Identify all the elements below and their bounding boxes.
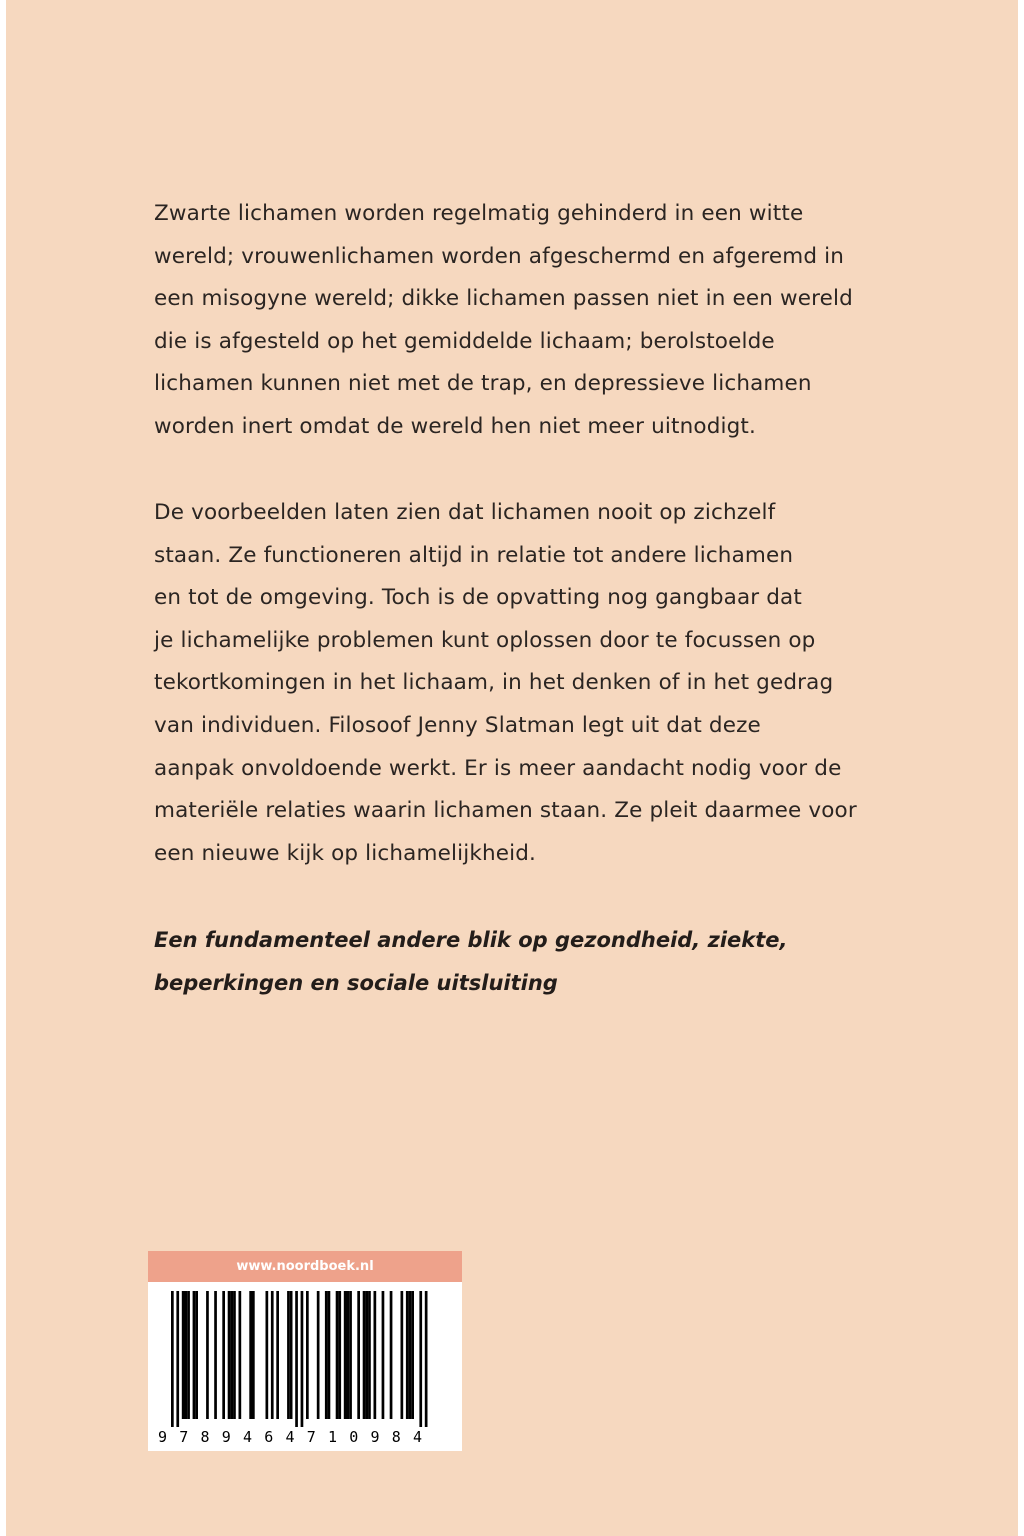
barcode-bar <box>401 1291 404 1419</box>
barcode-bar <box>390 1291 393 1419</box>
blurb-paragraph-2 <box>154 492 894 875</box>
barcode-bar <box>363 1291 366 1419</box>
barcode-bar <box>287 1291 290 1419</box>
tagline <box>154 919 894 1004</box>
blurb-line: lichamen kunnen niet met de trap, en depressieve lichamen <box>154 371 812 397</box>
barcode-bar <box>374 1291 377 1419</box>
blurb-line: worden inert omdat de wereld hen niet meer uitnodigt. <box>154 413 756 439</box>
barcode-bar <box>425 1291 428 1427</box>
barcode-bar <box>233 1291 236 1419</box>
barcode-bar <box>406 1291 409 1419</box>
barcode-bar <box>239 1291 242 1419</box>
blurb-line: staan. Ze functioneren altijd in relatie tot andere lichamen <box>154 542 794 568</box>
blurb-line: aanpak onvoldoende werkt. Er is meer aandacht nodig voor de <box>154 755 842 781</box>
barcode-bar <box>368 1291 371 1419</box>
barcode-bar <box>290 1291 293 1419</box>
blurb-line: tekortkomingen in het lichaam, in het denken of in het gedrag <box>154 670 834 696</box>
barcode-bar <box>222 1291 225 1419</box>
barcode-bar <box>214 1291 217 1419</box>
blurb-line: De voorbeelden laten zien dat lichamen nooit op zichzelf <box>154 500 776 525</box>
blurb-line: je lichamelijke problemen kunt oplossen door te focussen op <box>154 627 816 653</box>
blurb-paragraph-1 <box>154 193 894 449</box>
barcode-bar <box>328 1291 331 1419</box>
barcode-bar <box>365 1291 368 1419</box>
barcode-bar <box>344 1291 347 1419</box>
barcode-bar <box>349 1291 352 1419</box>
barcode-bar <box>228 1291 231 1419</box>
barcode-bar <box>193 1291 196 1419</box>
barcode-bar <box>411 1291 414 1419</box>
barcode-bar <box>266 1291 269 1419</box>
blurb-line: die is afgesteld op het gemiddelde lichaam; berolstoelde <box>154 328 775 354</box>
barcode-bar <box>409 1291 412 1419</box>
barcode-bar <box>195 1291 198 1419</box>
barcode-bar <box>187 1291 190 1419</box>
blurb-line: wereld; vrouwenlichamen worden afgeschermd en afgeremd in <box>154 243 845 269</box>
tagline-line: Een fundamenteel andere blik op gezondheid, ziekte, <box>154 928 788 952</box>
barcode-bar <box>295 1291 298 1427</box>
barcode-bar <box>338 1291 341 1419</box>
barcode-bar <box>252 1291 255 1419</box>
barcode-bar <box>271 1291 274 1419</box>
tagline-line: beperkingen en sociale uitsluiting <box>154 970 558 995</box>
barcode <box>148 1282 462 1451</box>
barcode-bar <box>206 1291 209 1419</box>
barcode-bar <box>276 1291 279 1419</box>
blurb-line: een nieuwe kijk op lichamelijkheid. <box>154 840 537 866</box>
barcode-bar <box>230 1291 233 1419</box>
barcode-bar <box>419 1291 422 1427</box>
barcode-bar <box>301 1291 304 1427</box>
barcode-digits: 9789464710984 <box>158 1428 422 1446</box>
blurb-line: en tot de omgeving. Toch is de opvatting nog gangbaar dat <box>154 585 802 611</box>
blurb-line: Zwarte lichamen worden regelmatig gehinderd in een witte <box>154 201 804 226</box>
blurb-line: materiële relaties waarin lichamen staan. Ze pleit daarmee voor <box>154 798 857 824</box>
barcode-bar <box>336 1291 339 1419</box>
barcode-bar <box>347 1291 350 1419</box>
barcode-bar <box>357 1291 360 1419</box>
barcode-bar <box>325 1291 328 1419</box>
barcode-bar <box>171 1291 174 1427</box>
barcode-bar <box>176 1291 179 1427</box>
barcode-bar <box>382 1291 385 1419</box>
publisher-url: www.noordboek.nl <box>148 1251 462 1282</box>
barcode-bar <box>182 1291 185 1419</box>
blurb-line: van individuen. Filosoof Jenny Slatman legt uit dat deze <box>154 712 761 738</box>
barcode-bar <box>249 1291 252 1419</box>
barcode-bar <box>185 1291 188 1419</box>
barcode-bar <box>306 1291 309 1419</box>
barcode-bar <box>317 1291 320 1419</box>
blurb-line: een misogyne wereld; dikke lichamen passen niet in een wereld <box>154 286 853 312</box>
isbn-barcode-block <box>148 1251 462 1451</box>
